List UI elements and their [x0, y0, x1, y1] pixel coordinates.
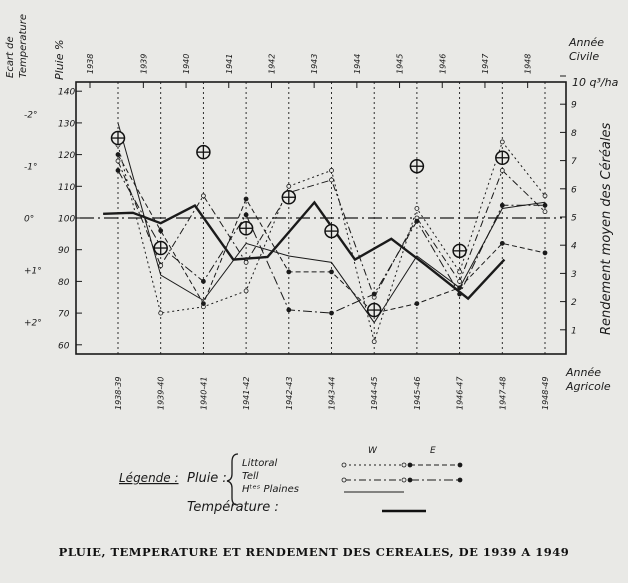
series-0-point-5 [330, 168, 334, 172]
legend-sample-mark-0-e-1 [458, 463, 462, 467]
legend [119, 446, 462, 515]
series-2-point-1 [159, 264, 163, 268]
series-0-point-8 [458, 270, 462, 274]
series-1-point-1 [159, 229, 163, 233]
series-2-point-3 [244, 260, 248, 264]
series-1-point-2 [201, 302, 205, 306]
right-axis-unit: 10 q³/ha [572, 76, 619, 89]
legend-title: Légende : [119, 471, 179, 485]
rain-tick-label-60: 60 [58, 341, 70, 352]
bottom-axis-title-2: Agricole [566, 380, 611, 393]
civil-year-1938: 1938 [86, 53, 95, 74]
rain-tick-label-80: 80 [58, 277, 70, 288]
legend-col-w: W [368, 446, 377, 456]
series-3-point-9 [500, 203, 504, 207]
civil-year-1939: 1939 [139, 53, 149, 74]
agri-year-1947-48: 1947-48 [498, 376, 508, 410]
series-2-point-10 [543, 210, 547, 214]
yield-tick-label-2: 2 [571, 298, 577, 309]
temp-tick-label-4: +2° [24, 318, 42, 329]
rain-tick-label-100: 100 [58, 214, 76, 225]
yield-tick-label-3: 3 [571, 269, 577, 280]
series-1-point-10 [543, 251, 547, 255]
rain-tick-label-130: 130 [58, 119, 76, 130]
yield-tick-label-8: 8 [571, 128, 577, 139]
series-2-point-9 [500, 168, 504, 172]
series-3-point-3 [244, 213, 248, 217]
legend-sample-mark-0-w-0 [342, 463, 346, 467]
series-0-point-6 [372, 340, 376, 344]
series-line-3 [118, 170, 545, 313]
yield-tick-label-6: 6 [571, 185, 577, 196]
series-3-point-10 [543, 203, 547, 207]
civil-year-1942: 1942 [267, 53, 277, 74]
series-2-point-0 [116, 159, 120, 163]
agri-year-1940-41: 1940-41 [199, 376, 209, 410]
legend-sample-mark-0-w-1 [402, 463, 406, 467]
series-1-point-5 [330, 270, 334, 274]
civil-year-1940: 1940 [182, 53, 192, 74]
yield-tick-label-1: 1 [571, 326, 577, 337]
series-3-point-5 [330, 311, 334, 315]
temp-axis-title-1: Ecart de [5, 36, 16, 78]
chart-title: PLUIE, TEMPERATURE ET RENDEMENT DES CEREALES, DE 1939 A 1949 [58, 545, 570, 559]
right-axis-title: Rendement moyen des Céréales [599, 122, 614, 335]
series-0-point-4 [287, 184, 291, 188]
series-3-point-4 [287, 308, 291, 312]
top-axis-title-2: Civile [569, 50, 600, 63]
agri-year-1948-49: 1948-49 [541, 376, 550, 410]
series-0-point-1 [159, 311, 163, 315]
temp-tick-label-3: +1° [24, 266, 42, 277]
yield-tick-label-9: 9 [571, 100, 577, 111]
agri-year-1939-40: 1939-40 [156, 376, 166, 410]
rain-tick-label-90: 90 [58, 246, 70, 257]
legend-item-littoral: Littoral [242, 458, 278, 469]
series-2-point-2 [201, 194, 205, 198]
rain-tick-label-140: 140 [58, 87, 76, 98]
series-2-point-5 [330, 178, 334, 182]
agri-year-1946-47: 1946-47 [455, 376, 465, 410]
civil-year-1947: 1947 [480, 53, 490, 74]
series-3-point-6 [372, 292, 376, 296]
civil-year-1946: 1946 [438, 53, 448, 74]
series-0-point-9 [500, 140, 504, 144]
legend-group-label: Pluie : [187, 471, 227, 486]
temp-tick-label-1: -1° [24, 162, 38, 173]
rain-tick-label-110: 110 [58, 182, 76, 193]
temp-tick-label-0: -2° [24, 110, 38, 121]
legend-col-e: E [430, 446, 436, 456]
agri-year-1943-44: 1943-44 [327, 376, 337, 410]
civil-year-1943: 1943 [310, 53, 320, 74]
series-3-point-7 [415, 219, 419, 223]
series-1-point-3 [244, 197, 248, 201]
agri-year-1945-46: 1945-46 [412, 376, 422, 410]
legend-item-hauts-plaines: Hᵗᵉˢ Plaines [242, 484, 299, 495]
legend-sample-mark-1-w-0 [342, 478, 346, 482]
temp-axis-title-2: Temperature [18, 13, 29, 78]
legend-sample-mark-1-w-1 [402, 478, 406, 482]
series-1-point-9 [500, 241, 504, 245]
legend-sample-mark-1-e-0 [408, 478, 412, 482]
civil-year-1941: 1941 [224, 53, 234, 74]
series-1-point-4 [287, 270, 291, 274]
legend-brace [227, 454, 238, 505]
legend-sample-mark-0-e-0 [408, 463, 412, 467]
rain-axis-title: Pluie % [53, 39, 66, 80]
series-1-point-0 [116, 153, 120, 157]
temp-tick-label-2: 0° [24, 214, 35, 225]
series-0-point-3 [244, 289, 248, 293]
yield-tick-label-4: 4 [571, 241, 577, 252]
legend-item-tell: Tell [242, 471, 259, 482]
civil-year-1945: 1945 [395, 53, 405, 74]
rain-tick-label-70: 70 [58, 309, 70, 320]
rain-tick-label-120: 120 [58, 151, 76, 162]
agri-year-1938-39: 1938-39 [114, 376, 123, 410]
top-axis-title-1: Année [569, 36, 605, 49]
series-2-point-8 [458, 279, 462, 283]
legend-temperature: Température : [187, 500, 279, 515]
bottom-axis-title-1: Année [566, 366, 602, 379]
legend-sample-mark-1-e-1 [458, 478, 462, 482]
agri-year-1944-45: 1944-45 [370, 376, 380, 410]
series-3-point-2 [201, 279, 205, 283]
civil-year-1948: 1948 [523, 53, 533, 74]
series-0-point-7 [415, 206, 419, 210]
agri-year-1942-43: 1942-43 [284, 376, 294, 410]
yield-tick-label-7: 7 [571, 157, 577, 168]
civil-year-1944: 1944 [352, 53, 362, 74]
yield-tick-label-5: 5 [571, 213, 577, 224]
series-0-point-10 [543, 194, 547, 198]
agri-year-1941-42: 1941-42 [242, 376, 252, 410]
series-3-point-0 [116, 168, 120, 172]
series-1-point-7 [415, 302, 419, 306]
